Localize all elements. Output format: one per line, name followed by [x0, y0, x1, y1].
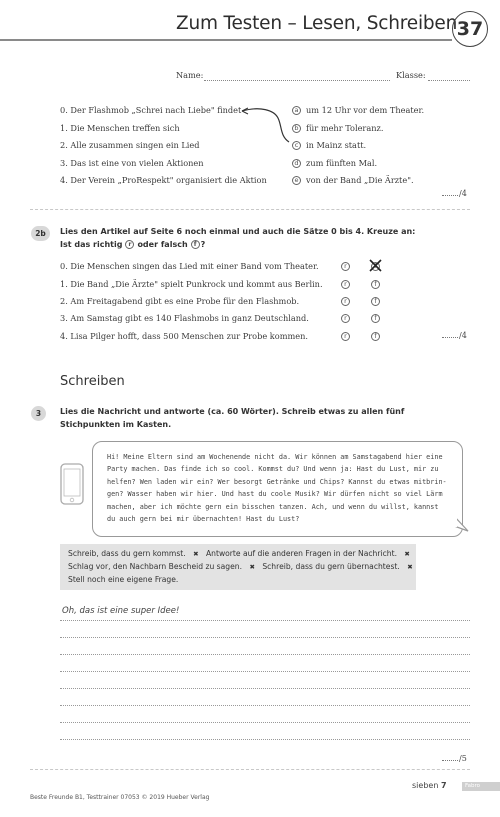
name-field[interactable] [204, 80, 390, 81]
footer-credits: Beste Freunde B1, Testtrainer 07053 © 2019 Hueber Verlag [30, 794, 210, 801]
smartphone-icon [60, 463, 84, 505]
radio-r-1[interactable]: r [341, 280, 350, 289]
class-label: Klasse: [396, 70, 426, 80]
class-field[interactable] [428, 80, 470, 81]
task-3-instruction: Lies die Nachricht und antworte (ca. 60 Wörter). Schreib etwas zu allen fünf Stichpunkten im Kasten. [60, 407, 405, 429]
cross-mark-icon [368, 258, 383, 273]
letter-b: b [292, 124, 301, 133]
name-label: Name: [176, 70, 204, 80]
letter-a: a [292, 106, 301, 115]
radio-r-0[interactable]: r [341, 262, 350, 271]
message-text: Hi! Meine Eltern sind am Wochenende nicht da. Wir können am Samstagabend hier eine Party machen. Das finde ich so cool. Kommst du? Und wenn ja: Hast du Lust, mir zu helfen? Wen laden wir ein? Wer besorgt Getränke und Chips? Kannst du etwas mitbrin- gen? Wasser haben wir hier. Und hast du coole Musik? Wir dürfen nicht so viel Lärm machen, aber ich möchte gern ein bisschen tanzen. Ach, und wenn du willst, kannst du auch gern bei mir übernachten! Hast du Lust? [107, 453, 447, 524]
footer-page: sieben 7 [412, 781, 447, 790]
bubble-tail [454, 516, 470, 534]
writing-line[interactable] [60, 637, 470, 638]
statement-1: 1. Die Band „Die Ärzte" spielt Punkrock und kommt aus Berlin. [60, 279, 323, 289]
instruction-r-icon: r [125, 240, 134, 249]
match-left-4: 4. Der Verein „ProRespekt" organisiert die Aktion [60, 175, 267, 185]
match-left-3: 3. Das ist eine von vielen Aktionen [60, 158, 204, 168]
footer-label: Fabro [462, 782, 500, 791]
score-3[interactable]: /5 [442, 754, 467, 763]
task-tag-3: 3 [31, 406, 46, 421]
section-heading: Schreiben [60, 374, 125, 389]
score-2b[interactable]: /4 [442, 331, 467, 340]
writing-line[interactable] [60, 671, 470, 672]
radio-f-4[interactable]: f [371, 332, 380, 341]
radio-r-2[interactable]: r [341, 297, 350, 306]
match-right-b: für mehr Toleranz. [306, 123, 384, 133]
writing-line[interactable] [60, 620, 470, 621]
bullet-points-box: Schreib, dass du gern kommst. ✖ Antworte auf die anderen Fragen in der Nachricht. ✖ Schlag vor, den Nachbarn Bescheid zu sagen. ✖ Schreib, dass du gern übernachtest. ✖ Stell noch eine eigene Frage. [60, 544, 416, 590]
letter-e: e [292, 176, 301, 185]
header-rule [0, 39, 452, 41]
page-title: Zum Testen – Lesen, Schreiben [176, 13, 458, 34]
bullet-icon: ✖ [249, 563, 255, 571]
radio-f-3[interactable]: f [371, 314, 380, 323]
radio-r-4[interactable]: r [341, 332, 350, 341]
bullet-icon: ✖ [193, 550, 199, 558]
score-2a[interactable]: /4 [442, 189, 467, 198]
statement-2: 2. Am Freitagabend gibt es eine Probe für den Flashmob. [60, 296, 300, 306]
answer-start-text: Oh, das ist eine super Idee! [62, 606, 180, 616]
task-2b-instruction: Lies den Artikel auf Seite 6 noch einmal und auch die Sätze 0 bis 4. Kreuze an: Ist das richtig r oder falsch f ? [60, 227, 416, 249]
radio-r-3[interactable]: r [341, 314, 350, 323]
writing-line[interactable] [60, 739, 470, 740]
letter-c: c [292, 141, 301, 150]
letter-d: d [292, 159, 301, 168]
match-left-1: 1. Die Menschen treffen sich [60, 123, 180, 133]
statement-0: 0. Die Menschen singen das Lied mit einer Band vom Theater. [60, 261, 319, 271]
task-tag-2b: 2b [31, 226, 50, 241]
radio-f-1[interactable]: f [371, 280, 380, 289]
section-divider [30, 209, 470, 210]
writing-line[interactable] [60, 688, 470, 689]
writing-line[interactable] [60, 705, 470, 706]
page-number-badge: 37 [452, 11, 488, 47]
bullet-icon: ✖ [407, 563, 413, 571]
writing-line[interactable] [60, 654, 470, 655]
statement-3: 3. Am Samstag gibt es 140 Flashmobs in ganz Deutschland. [60, 313, 309, 323]
match-right-c: in Mainz statt. [306, 140, 367, 150]
statement-4: 4. Lisa Pilger hofft, dass 500 Menschen zur Probe kommen. [60, 331, 308, 341]
writing-line[interactable] [60, 722, 470, 723]
radio-f-2[interactable]: f [371, 297, 380, 306]
bottom-divider [30, 769, 470, 770]
match-right-d: zum fünften Mal. [306, 158, 378, 168]
match-right-a: um 12 Uhr vor dem Theater. [306, 105, 425, 115]
bullet-icon: ✖ [404, 550, 410, 558]
match-right-e: von der Band „Die Ärzte". [306, 175, 414, 185]
instruction-f-icon: f [191, 240, 200, 249]
match-left-2: 2. Alle zusammen singen ein Lied [60, 140, 200, 150]
example-connector-line [240, 104, 292, 148]
match-left-0: 0. Der Flashmob „Schrei nach Liebe" findet [60, 105, 242, 115]
